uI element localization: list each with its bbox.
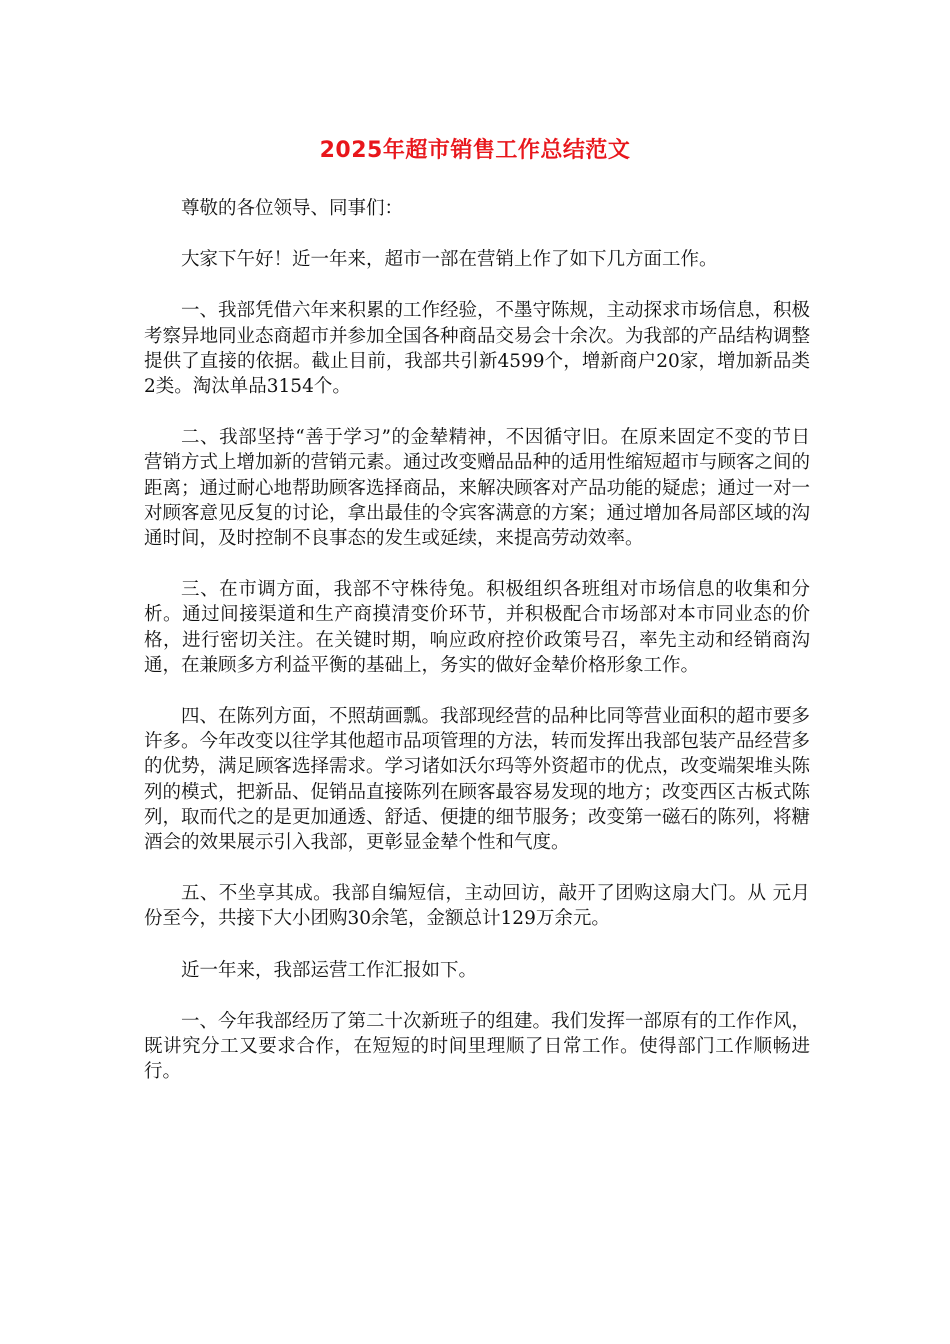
paragraph-item-4: 四、在陈列方面，不照葫画瓢。我部现经营的品种比同等营业面积的超市要多许多。今年改变以往学其他超市品项管理的方法，转而发挥出我部包装产品经营多的优势，满足顾客选择需求。学习诸如沃尔玛等外资超市的优点，改变端架堆头陈列的模式，把新品、促销品直接陈列在顾客最容易发现的地方；改变西区古板式陈列，取而代之的是更加通透、舒适、便捷的细节服务；改变第一磁石的陈列，将糖酒会的效果展示引入我部，更彰显金辇个性和气度。 bbox=[144, 706, 811, 854]
paragraph-item-1: 一、我部凭借六年来积累的工作经验，不墨守陈规，主动探求市场信息，积极考察异地同业态商超市并参加全国各种商品交易会十余次。为我部的产品结构调整提供了直接的依据。截止目前，我部共引新4599个，增新商户20家，增加新品类2类。淘汰单品3154个。 bbox=[144, 300, 811, 398]
document-body bbox=[144, 196, 810, 1110]
paragraph-operations-1: 一、今年我部经历了第二十次新班子的组建。我们发挥一部原有的工作作风，既讲究分工又要求合作，在短短的时间里理顺了日常工作。使得部门工作顺畅进行。 bbox=[144, 1010, 811, 1083]
paragraph-item-5: 五、不坐享其成。我部自编短信，主动回访，敲开了团购这扇大门。从 元月份至今，共接下大小团购30余笔，金额总计129万余元。 bbox=[144, 883, 810, 930]
salutation: 尊敬的各位领导、同事们： bbox=[181, 198, 404, 219]
paragraph-intro: 大家下午好！近一年来，超市一部在营销上作了如下几方面工作。 bbox=[181, 249, 718, 271]
paragraph-item-2: 二、我部坚持“善于学习”的金辇精神，不因循守旧。在原来固定不变的节日营销方式上增加新的营销元素。通过改变赠品品种的适用性缩短超市与顾客之间的距离；通过耐心地帮助顾客选择商品，来解决顾客对产品功能的疑虑；通过一对一对顾客意见反复的讨论，拿出最佳的令宾客满意的方案；通过增加各局部区域的沟通时间，及时控制不良事态的发生或延续，来提高劳动效率。 bbox=[144, 427, 811, 550]
paragraph-operations-intro: 近一年来，我部运营工作汇报如下。 bbox=[181, 959, 478, 981]
document-title: 2025年超市销售工作总结范文 bbox=[319, 138, 631, 163]
paragraph-item-3: 三、在市调方面，我部不守株待兔。积极组织各班组对市场信息的收集和分析。通过间接渠道和生产商摸清变价环节，并积极配合市场部对本市同业态的价格，进行密切关注。在关键时期，响应政府控价政策号召，率先主动和经销商沟通，在兼顾多方利益平衡的基础上，务实的做好金辇价格形象工作。 bbox=[144, 579, 810, 676]
